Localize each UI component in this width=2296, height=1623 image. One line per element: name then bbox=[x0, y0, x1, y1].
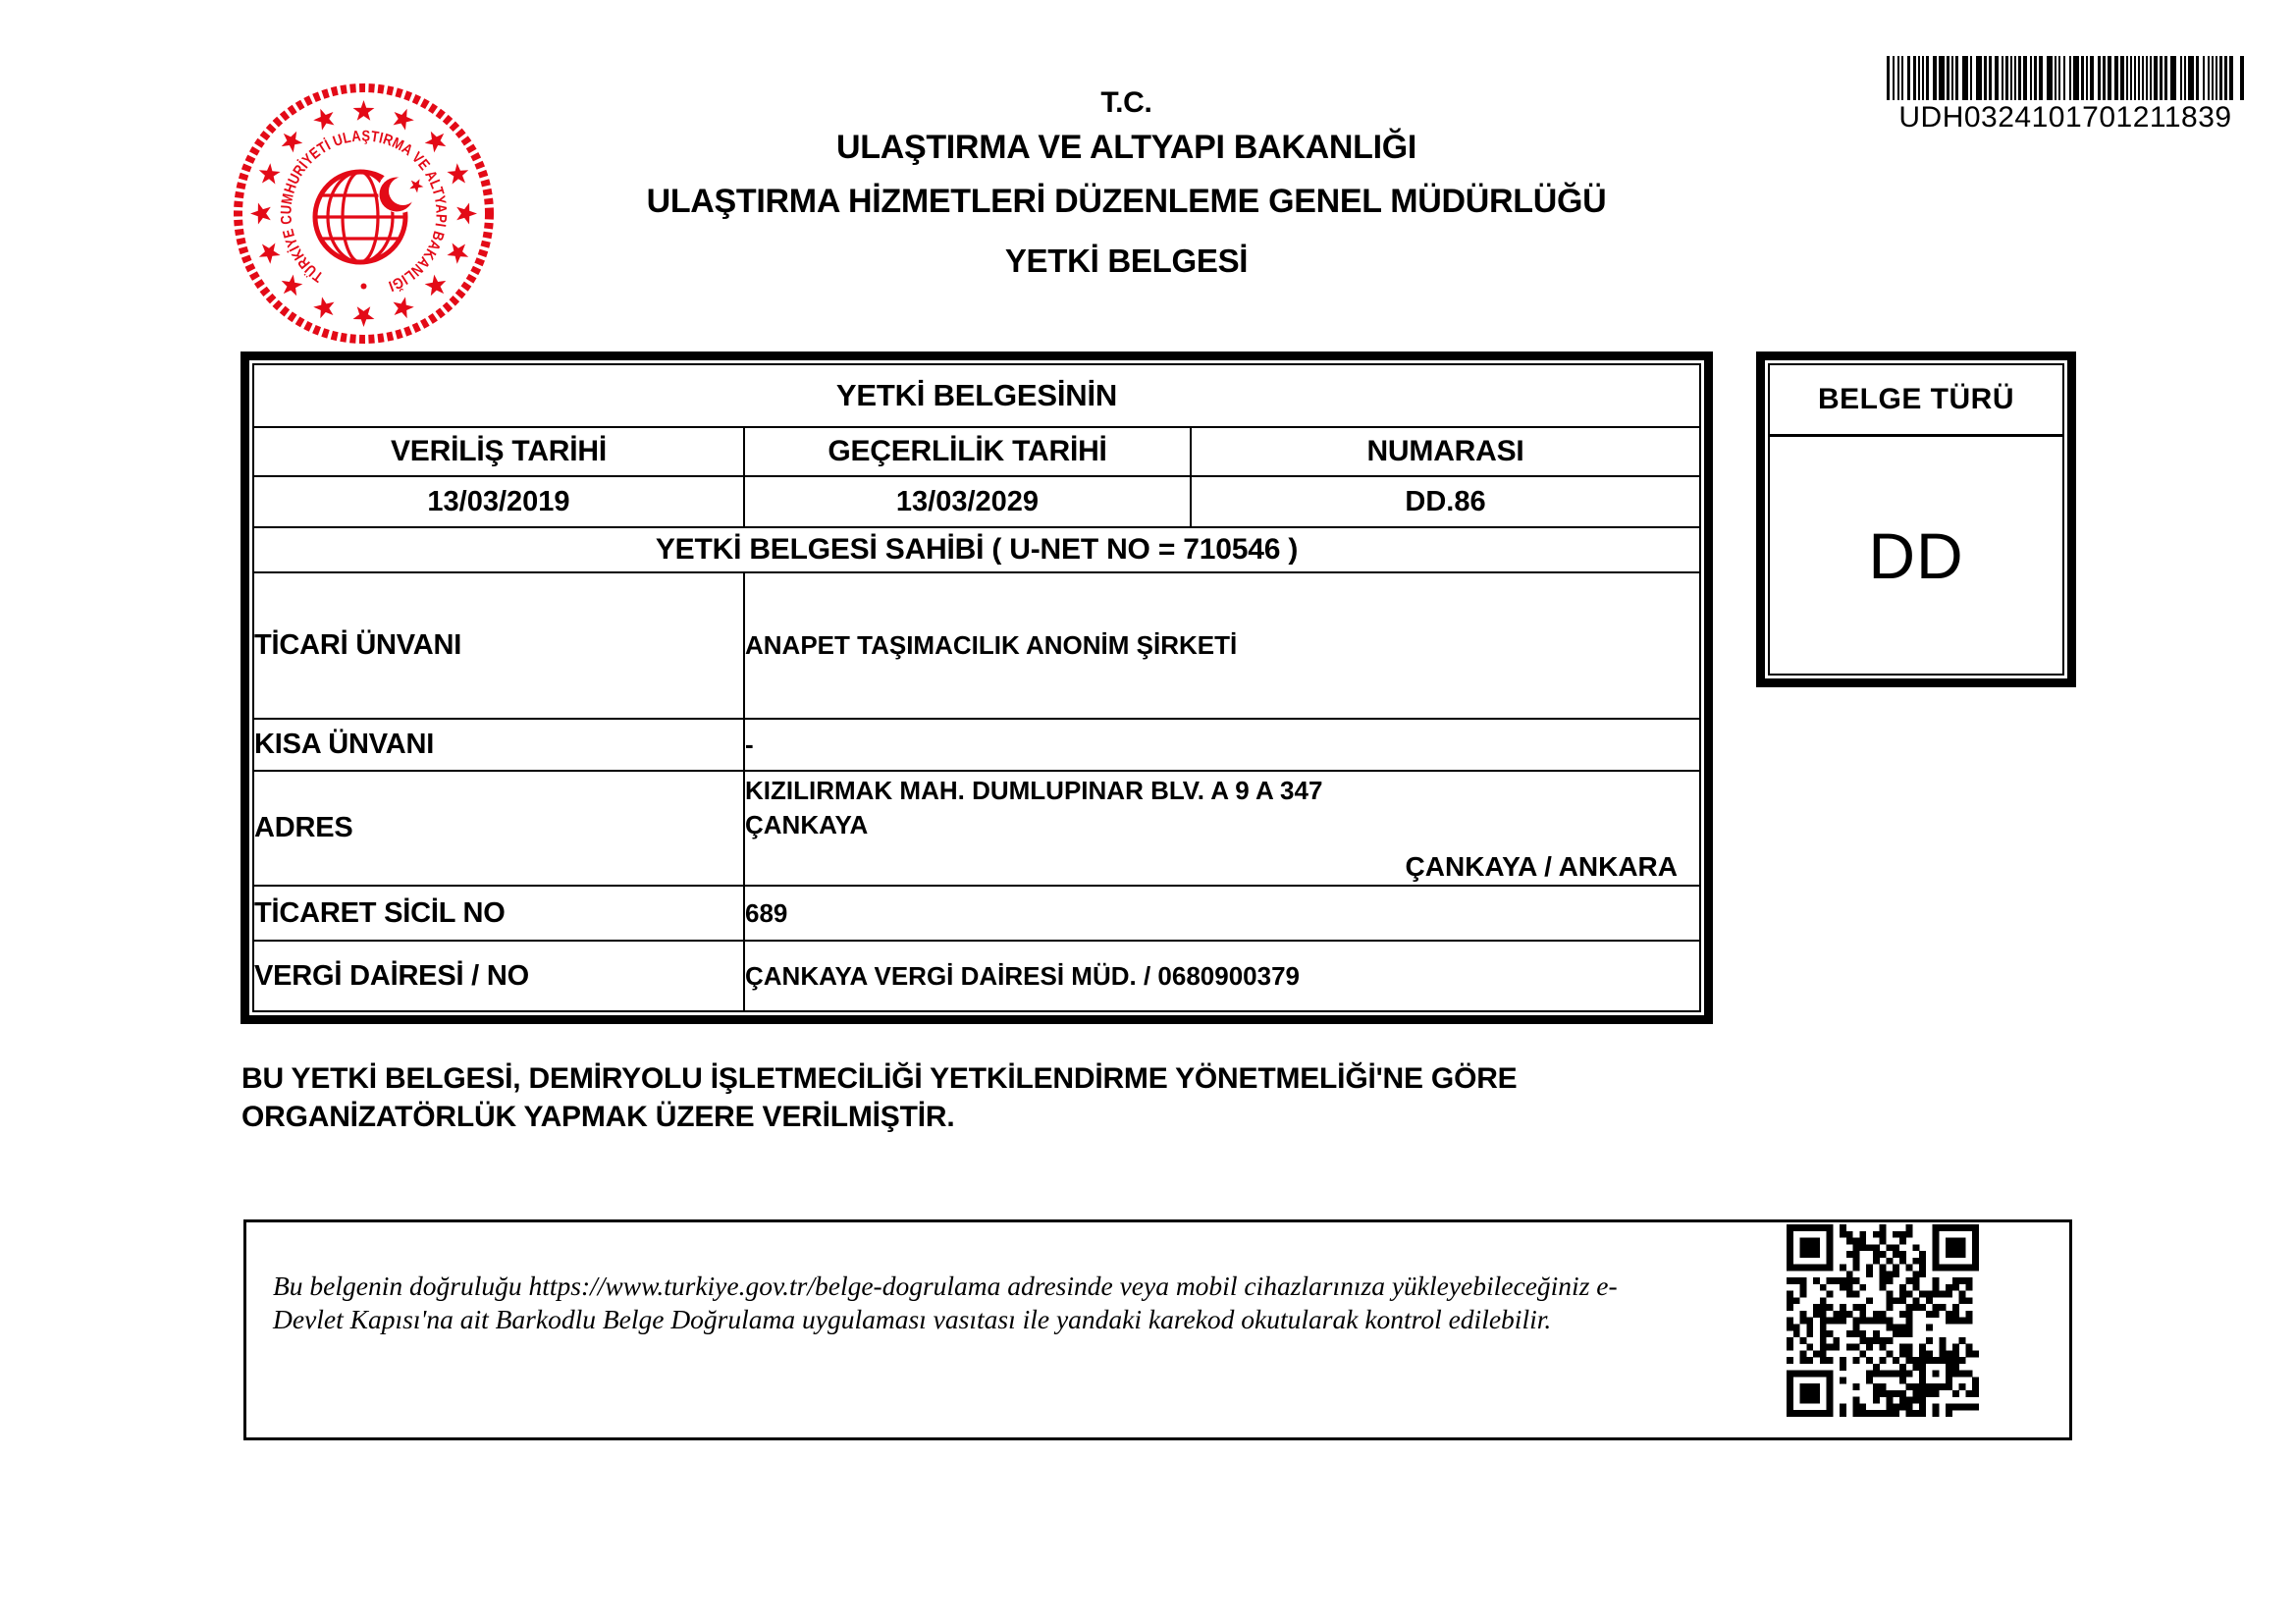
belge-turu-value: DD bbox=[1868, 518, 1964, 592]
column-issue-date: VERİLİŞ TARİHİ bbox=[253, 427, 744, 476]
table-row bbox=[253, 719, 1700, 771]
header-country-abbr: T.C. bbox=[1100, 86, 1152, 119]
column-validity-date: GEÇERLİLİK TARİHİ bbox=[744, 427, 1191, 476]
label-ticari-unvani: TİCARİ ÜNVANI bbox=[253, 572, 744, 719]
label-ticaret-sicil-no: TİCARET SİCİL NO bbox=[253, 886, 744, 941]
validity-date-value: 13/03/2029 bbox=[744, 476, 1191, 527]
label-adres: ADRES bbox=[253, 771, 744, 886]
table-row bbox=[253, 886, 1700, 941]
label-vergi-dairesi: VERGİ DAİRESİ / NO bbox=[253, 941, 744, 1011]
value-kisa-unvani: - bbox=[744, 719, 1700, 771]
belge-turu-label: BELGE TÜRÜ bbox=[1770, 365, 2062, 437]
value-adres bbox=[744, 771, 1700, 886]
label-kisa-unvani: KISA ÜNVANI bbox=[253, 719, 744, 771]
belge-turu-box bbox=[1756, 352, 2076, 687]
column-number: NUMARASI bbox=[1191, 427, 1700, 476]
certificate-number-value: DD.86 bbox=[1191, 476, 1700, 527]
statement-line-1: BU YETKİ BELGESİ, DEMİRYOLU İŞLETMECİLİĞİ YETKİLENDİRME YÖNETMELİĞİ'NE GÖRE bbox=[241, 1062, 1518, 1095]
barcode-value: UDH0324101701211839 bbox=[1898, 101, 2232, 134]
adres-line-1: KIZILIRMAK MAH. DUMLUPINAR BLV. A 9 A 347 bbox=[745, 776, 1323, 805]
belge-turu-inner bbox=[1768, 363, 2064, 676]
value-vergi-dairesi: ÇANKAYA VERGİ DAİRESİ MÜD. / 0680900379 bbox=[744, 941, 1700, 1011]
barcode-icon bbox=[1887, 56, 2244, 100]
adres-line-2: ÇANKAYA bbox=[745, 810, 869, 839]
statement-line-2: ORGANİZATÖRLÜK YAPMAK ÜZERE VERİLMİŞTİR. bbox=[241, 1101, 955, 1133]
verification-box bbox=[243, 1219, 2072, 1440]
adres-province: ÇANKAYA / ANKARA bbox=[1405, 851, 1678, 882]
table-row bbox=[253, 572, 1700, 719]
qr-code-icon bbox=[1787, 1224, 1979, 1417]
table-row bbox=[253, 941, 1700, 1011]
issue-date-value: 13/03/2019 bbox=[253, 476, 744, 527]
barcode bbox=[1887, 56, 2244, 135]
document-title: YETKİ BELGESİ bbox=[1004, 243, 1249, 279]
value-ticaret-sicil-no: 689 bbox=[744, 886, 1700, 941]
statement-text bbox=[241, 1059, 1635, 1136]
verification-text: Bu belgenin doğruluğu https://www.turkiye.gov.tr/belge-dogrulama adresinde veya mobil cihazlarınıza yükleyebileceğiniz e-Devlet Kapısı'na ait Barkodlu Belge Doğrulama uygulaması vasıtası ile yandaki karekod okutularak kontrol edilebilir. bbox=[273, 1271, 1618, 1334]
header-directorate: ULAŞTIRMA HİZMETLERİ DÜZENLEME GENEL MÜDÜRLÜĞÜ bbox=[646, 183, 1607, 220]
document-header bbox=[412, 88, 1841, 277]
seal-globe-icon bbox=[315, 170, 425, 262]
table-section-title: YETKİ BELGESİNİN bbox=[253, 364, 1700, 427]
svg-text:TÜRKİYE CUMHURİYETİ ULAŞTIRMA: TÜRKİYE CUMHURİYETİ ULAŞTIRMA VE ALTYAPI BAKANLIĞI bbox=[278, 128, 450, 295]
table-row bbox=[253, 771, 1700, 886]
certificate-table bbox=[240, 352, 1713, 1024]
header-ministry: ULAŞTIRMA VE ALTYAPI BAKANLIĞI bbox=[835, 129, 1417, 166]
owner-section-header: YETKİ BELGESİ SAHİBİ ( U-NET NO = 710546 ) bbox=[253, 527, 1700, 572]
seal-bottom-dot bbox=[361, 284, 367, 290]
value-ticari-unvani: ANAPET TAŞIMACILIK ANONİM ŞİRKETİ bbox=[744, 572, 1700, 719]
